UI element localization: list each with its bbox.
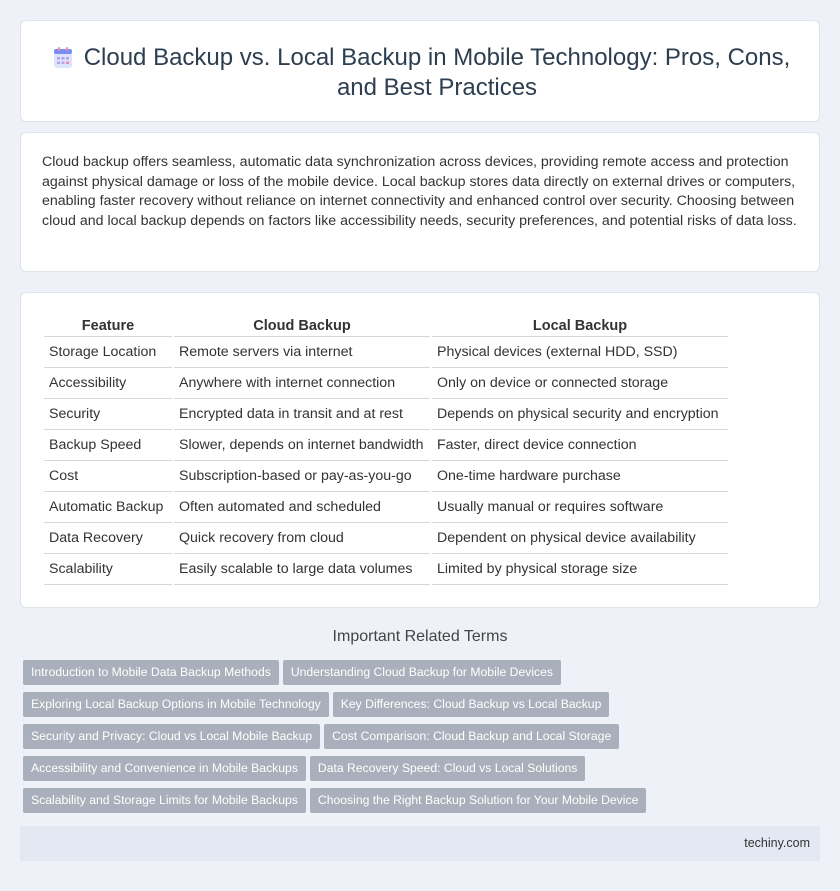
page-title: Cloud Backup vs. Local Backup in Mobile Technology: Pros, Cons, and Best Practices [83,44,791,101]
tag-row [23,788,823,820]
related-term-tag[interactable]: Cost Comparison: Cloud Backup and Local Storage [324,724,619,749]
related-term-tag[interactable]: Understanding Cloud Backup for Mobile Devices [283,660,561,685]
feature-cell: Storage Location [44,337,172,368]
table-row [44,337,728,368]
table-row [44,554,728,585]
cloud-cell: Anywhere with internet connection [174,368,430,399]
footer [20,826,820,861]
local-cell: Physical devices (external HDD, SSD) [432,337,728,368]
related-term-tag[interactable]: Scalability and Storage Limits for Mobile Backups [23,788,306,813]
related-term-tag[interactable]: Exploring Local Backup Options in Mobile Technology [23,692,329,717]
table-row [44,399,728,430]
feature-cell: Scalability [44,554,172,585]
local-cell: Depends on physical security and encryption [432,399,728,430]
local-cell: Faster, direct device connection [432,430,728,461]
related-term-tag[interactable]: Data Recovery Speed: Cloud vs Local Solutions [310,756,585,781]
related-terms-title: Important Related Terms [332,628,508,645]
table-header-row [44,315,728,337]
related-term-tag[interactable]: Choosing the Right Backup Solution for Your Mobile Device [310,788,646,813]
local-cell: Limited by physical storage size [432,554,728,585]
feature-cell: Backup Speed [44,430,172,461]
table-row [44,523,728,554]
cloud-cell: Encrypted data in transit and at rest [174,399,430,430]
table-row [44,368,728,399]
comparison-card [20,292,820,608]
local-cell: One-time hardware purchase [432,461,728,492]
header-feature: Feature [44,315,172,337]
local-cell: Usually manual or requires software [432,492,728,523]
footer-site-link[interactable]: techiny.com [744,836,810,850]
related-term-tag[interactable]: Accessibility and Convenience in Mobile Backups [23,756,306,781]
tag-row [23,660,823,692]
intro-paragraph: Cloud backup offers seamless, automatic data synchronization across devices, providing remote access and protection against physical damage or loss of the mobile device. Local backup stores data directly on external drives or computers, enabling faster recovery without reliance on internet connectivity and enhanced control over security. Choosing between cloud and local backup depends on factors like accessibility needs, security preferences, and potential risks of data loss. [42,154,797,229]
cloud-cell: Slower, depends on internet bandwidth [174,430,430,461]
local-cell: Dependent on physical device availability [432,523,728,554]
intro-card [20,132,820,272]
feature-cell: Security [44,399,172,430]
related-term-tag[interactable]: Key Differences: Cloud Backup vs Local Backup [333,692,610,717]
related-terms-list [23,660,823,820]
related-term-tag[interactable]: Introduction to Mobile Data Backup Methods [23,660,279,685]
tag-row [23,756,823,788]
cloud-cell: Remote servers via internet [174,337,430,368]
comparison-table [42,315,730,585]
header-local-backup: Local Backup [432,315,728,337]
table-row [44,492,728,523]
feature-cell: Data Recovery [44,523,172,554]
title-card [20,20,820,122]
feature-cell: Accessibility [44,368,172,399]
tag-row [23,724,823,756]
tag-row [23,692,823,724]
table-row [44,430,728,461]
cloud-cell: Often automated and scheduled [174,492,430,523]
cloud-cell: Quick recovery from cloud [174,523,430,554]
cloud-cell: Easily scalable to large data volumes [174,554,430,585]
header-cloud-backup: Cloud Backup [174,315,430,337]
feature-cell: Cost [44,461,172,492]
related-term-tag[interactable]: Security and Privacy: Cloud vs Local Mobile Backup [23,724,320,749]
feature-cell: Automatic Backup [44,492,172,523]
cloud-cell: Subscription-based or pay-as-you-go [174,461,430,492]
table-row [44,461,728,492]
local-cell: Only on device or connected storage [432,368,728,399]
